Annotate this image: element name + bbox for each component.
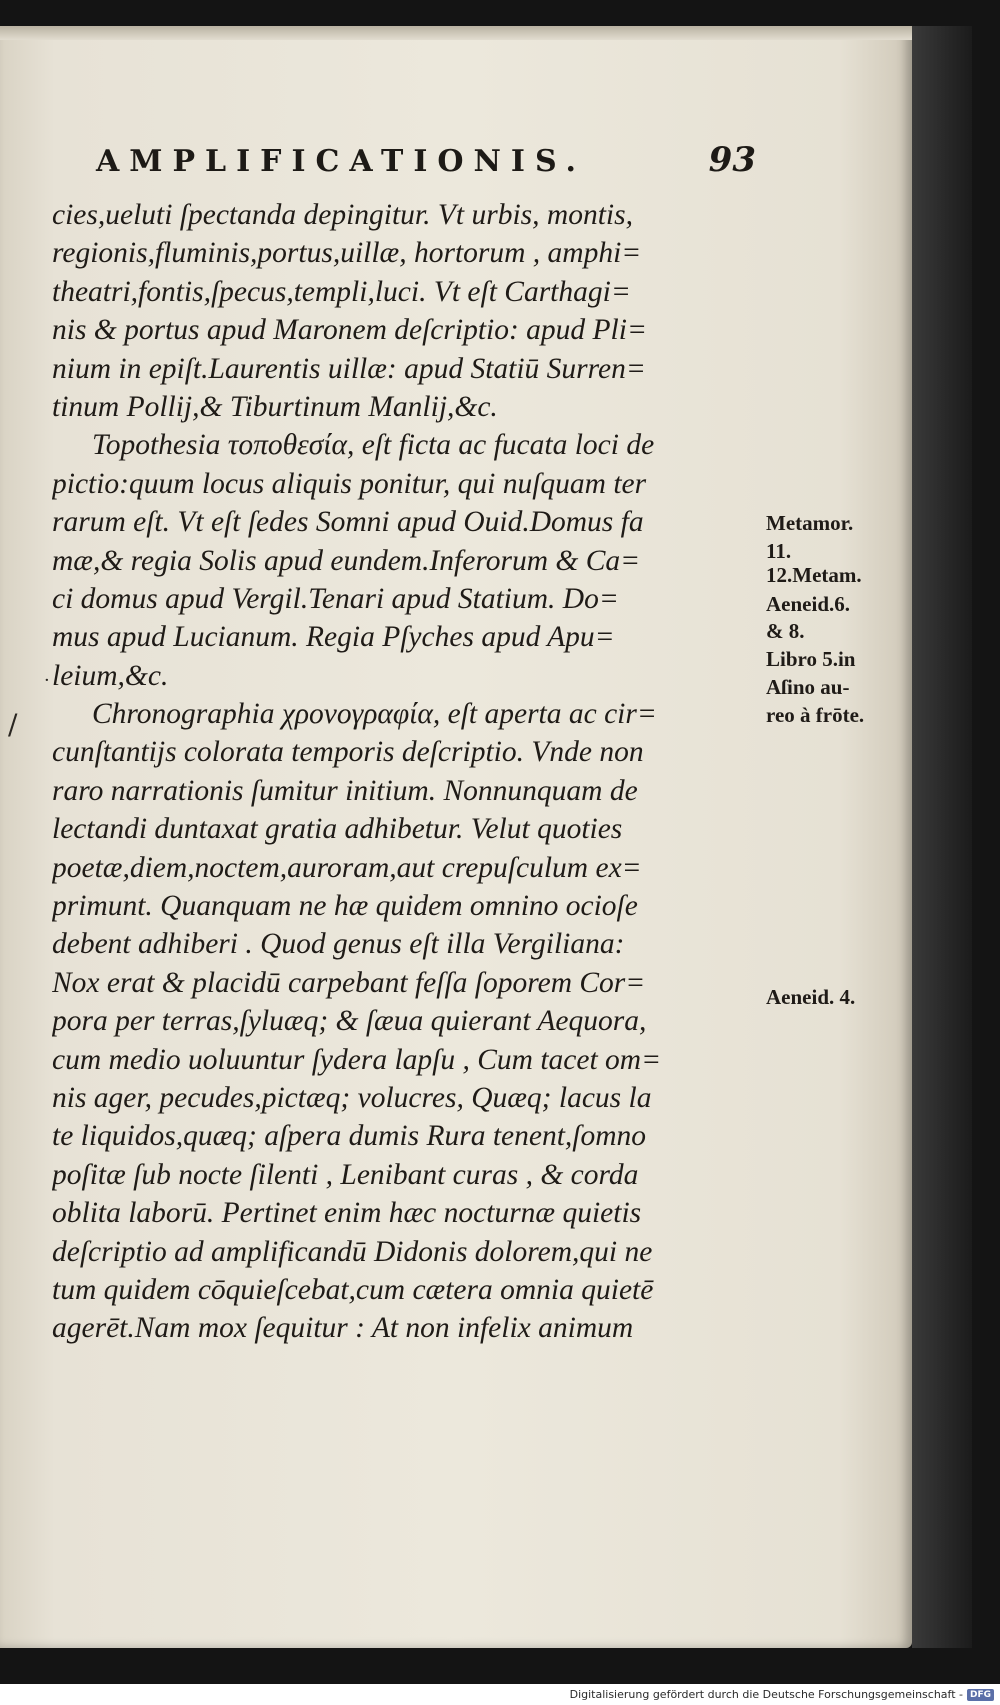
text-line: leium,&c. xyxy=(52,659,169,692)
text-line: raro narrationis ſumitur initium. Nonnunquam de xyxy=(52,774,638,807)
text-line: mus apud Lucianum. Regia Pſyches apud Apu= xyxy=(52,621,615,654)
text-line: tinum Pollij,& Tiburtinum Manlij,&c. xyxy=(52,390,498,423)
text-line: poetæ,diem,noctem,auroram,aut crepuſculum ex= xyxy=(52,851,642,884)
dfg-logo-icon: DFG xyxy=(967,1689,994,1701)
footer-credit: Digitalisierung gefördert durch die Deutsche Forschungsgemeinschaft - xyxy=(569,1688,963,1701)
text-line: pictio:quum locus aliquis ponitur, qui nuſquam ter xyxy=(52,467,647,500)
text-line: deſcriptio ad amplificandū Didonis dolorem,qui ne xyxy=(52,1235,653,1268)
text-line: cunſtantijs colorata temporis deſcriptio. Vnde non xyxy=(52,736,644,769)
margin-note: Aeneid.6. xyxy=(766,592,850,616)
text-line: cies,ueluti ſpectanda depingitur. Vt urbis, montis, xyxy=(52,199,633,231)
text-line: ci domus apud Vergil.Tenari apud Statium. Do= xyxy=(52,582,619,615)
digitization-footer xyxy=(0,1684,1000,1705)
text-line: lectandi duntaxat gratia adhibetur. Velut quoties xyxy=(52,813,623,846)
margin-note: 11. xyxy=(766,539,792,563)
text-line: nis ager, pecudes,pictæq; volucres, Quæq; lacus la xyxy=(52,1081,652,1114)
text-line: rarum eſt. Vt eſt ſedes Somni apud Ouid.Domus fa xyxy=(52,506,644,539)
margin-note: reo à frōte. xyxy=(766,703,865,727)
text-line: pora per terras,ſyluæq; & ſæua quierant Aequora, xyxy=(52,1005,647,1038)
text-line: nis & portus apud Maronem deſcriptio: apud Pli= xyxy=(52,314,647,347)
book-edge-shadow xyxy=(912,26,972,1648)
margin-note: 12.Metam. xyxy=(766,563,862,587)
margin-note: Metamor. xyxy=(766,511,854,535)
text-line: agerēt.Nam mox ſequitur : At non infelix animum xyxy=(52,1312,634,1345)
ink-mark: · xyxy=(44,670,50,691)
margin-note: Aeneid. 4. xyxy=(766,985,856,1009)
paragraph-start-chronographia: Chronographia χρονογραφία, eſt aperta ac cir= xyxy=(92,698,657,731)
text-line: regionis,fluminis,portus,uillæ, hortorum , amphi= xyxy=(52,237,642,270)
text-line: tum quidem cōquieſcebat,cum cætera omnia quietē xyxy=(52,1273,654,1306)
text-line: oblita laborū. Pertinet enim hæc nocturnæ quietis xyxy=(52,1197,642,1230)
text-line: poſitæ ſub nocte ſilenti , Lenibant curas , & corda xyxy=(52,1158,639,1191)
ink-mark: / xyxy=(8,708,18,741)
text-line: debent adhiberi . Quod genus eſt illa Vergiliana: xyxy=(52,928,625,961)
text-line: te liquidos,quæq; aſpera dumis Rura tenent,ſomno xyxy=(52,1120,647,1153)
margin-note: Libro 5.in xyxy=(766,647,856,671)
paragraph-start-topothesia: Topothesia τοποθεσία, eſt ficta ac fucata loci de xyxy=(92,429,655,462)
text-line: primunt. Quanquam ne hæ quidem omnino ocioſe xyxy=(52,890,638,923)
text-line: mæ,& regia Solis apud eundem.Inferorum & Ca= xyxy=(52,544,641,577)
text-line: theatri,fontis,ſpecus,templi,luci. Vt eſt Carthagi= xyxy=(52,275,631,308)
text-line: Nox erat & placidū carpebant feſſa ſoporem Cor= xyxy=(52,966,646,999)
page-top-edge xyxy=(0,26,912,40)
text-line: cum medio uoluuntur ſydera lapſu , Cum tacet om= xyxy=(52,1043,662,1076)
margin-note: & 8. xyxy=(766,619,805,643)
page-number: 93 xyxy=(708,140,756,180)
text-line: nium in epiſt.Laurentis uillæ: apud Statiū Surren= xyxy=(52,352,646,385)
running-head xyxy=(96,140,756,190)
running-head-title: AMPLIFICATIONIS. xyxy=(96,144,586,179)
main-text xyxy=(52,196,752,1348)
margin-note: Aſino au- xyxy=(766,675,850,699)
